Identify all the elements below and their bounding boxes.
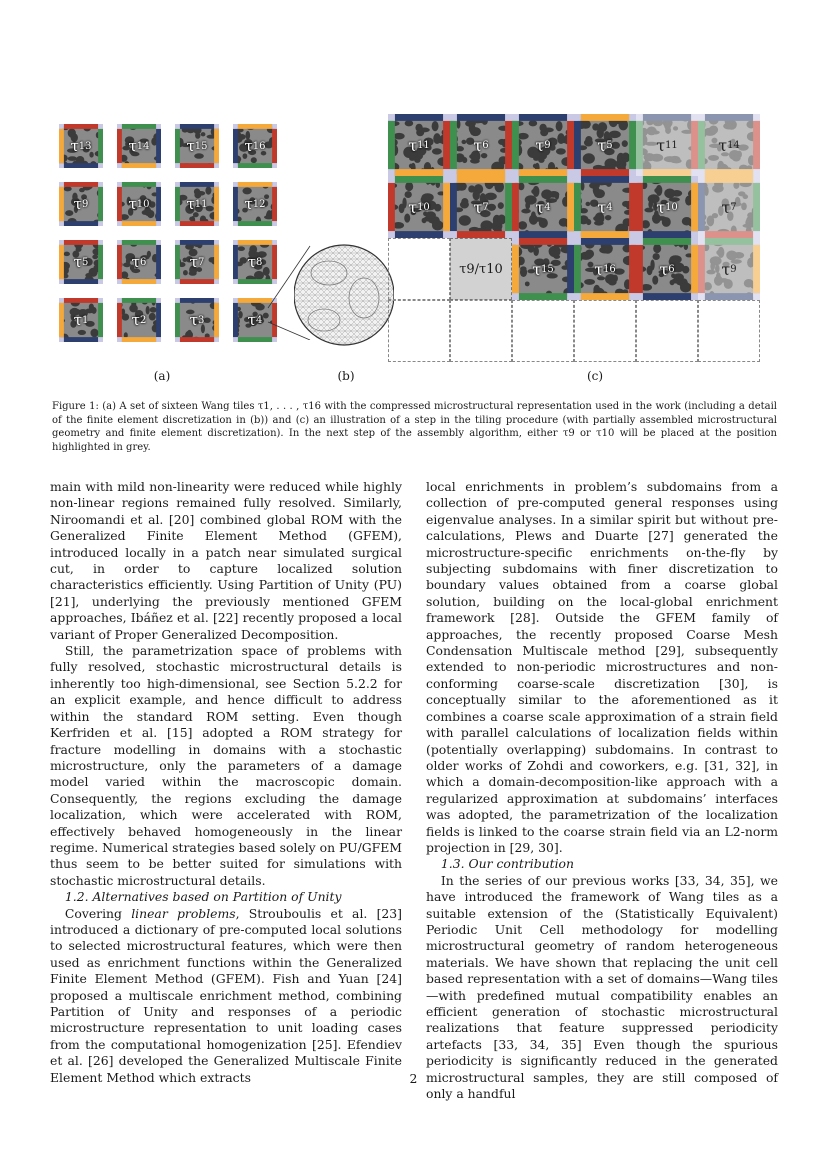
tile-label: τ 10 [656,197,678,217]
tile-label: τ 14 [718,135,740,155]
tile-label: τ 6 [131,253,147,271]
tile-label: τ 16 [594,259,616,279]
wang-tile [59,240,103,284]
tile-label: τ 2 [131,311,147,329]
paragraph: In the series of our previous works [33, 34, 35], we have introduced the framework of Wang tiles as a suitable extension of the (Statistically Equivalent) Periodic Unit Cell methodology for modelling microstructural geometry of random heterogeneous materials. We have shown that replacing the unit cell based representation with a set of domains—Wang tiles—with predefined mutual compatibility enables an efficient generation of stochastic microstructural realizations that feature suppressed periodicity artefacts [33, 34, 35] Even though the spurious periodicity is significantly reduced in the generated microstructural samples, they are still composed of only a handful [426,872,778,1102]
tile-label: τ 10 [408,197,430,217]
empty-slot [512,300,574,362]
empty-slot [698,300,760,362]
wang-tile [117,182,161,226]
grid-tile [698,114,760,176]
left-column [50,479,402,1086]
wang-tile [175,182,219,226]
tile-label: τ 11 [656,135,678,155]
tile-label: τ 7 [189,253,205,271]
empty-slot [636,300,698,362]
tile-label: τ 9 [721,259,737,279]
wang-tile [59,298,103,342]
paragraph: local enrichments in problem’s subdomains from a collection of pre-computed general responses using eigenvalue analyses. In a similar spirit but without pre-calculations, Plews and Duarte [27] generated the microstructure-specific enrichments on-the-fly by subjecting subdomains with finer discretization to boundary values obtained from a coarse global solution, building on the local-global enrichment framework [28]. Outside the GFEM family of approaches, the recently proposed Coarse Mesh Condensation Multiscale method [29], subsequently extended to non-periodic microstructures and non-conforming coarse-scale discretization [30], is conceptually similar to the aforementioned as it combines a coarse scale approximation of a strain field with parallel calculations of localization fields within (potentially overlapping) subdomains. In contrast to older works of Zohdi and coworkers, e.g. [31, 32], in which a domain-decomposition-like approach with a regularized approximation at subdomains’ interfaces was adopted, the parametrization of the localization fields is linked to the coarse strain field via an L2-norm projection in [29, 30]. [426,479,778,855]
empty-slot [574,300,636,362]
paragraph: main with mild non-linearity were reduced while highly non-linear regions remained fully resolved. Similarly, Niroomandi et al. [20] combined global ROM with the Generalized Finite Element Method (GFEM), introduced locally in a patch near simulated surgical cut, in order to capture localized solution characteristics efficiently. Using Partition of Unity (PU) [21], underlying the previously mentioned GFEM approaches, Ibáñez et al. [22] recently proposed a local variant of Proper Generalized Decomposition. [50,479,402,642]
grey-slot: τ9/τ10 [450,238,512,300]
tile-label: τ 5 [597,135,613,155]
subfigure-label-c: (c) [586,369,604,383]
wang-tile [233,124,277,168]
tile-label: τ 4 [535,197,551,217]
tile-label: τ 3 [189,311,205,329]
grid-tile [574,114,636,176]
tile-label: τ 6 [659,259,675,279]
grid-tile [512,238,574,300]
grid-tile [636,176,698,238]
tile-label: τ 4 [597,197,613,217]
grid-tile [636,114,698,176]
grid-tile [450,176,512,238]
wang-tile [175,298,219,342]
grid-tile [698,176,760,238]
figure-1 [0,0,827,390]
tile-label: τ 12 [244,195,266,213]
grid-tile [450,114,512,176]
tile-label: τ 9 [535,135,551,155]
wang-tile [59,124,103,168]
grid-tile [512,176,574,238]
detail-connector-lines [250,240,330,340]
wang-tile [117,298,161,342]
wang-tile [233,182,277,226]
tile-label: τ 7 [721,197,737,217]
section-heading: 1.3. Our contribution [440,856,574,872]
tile-label: τ 5 [73,253,89,271]
tile-label: τ 11 [408,135,430,155]
tile-label: τ 10 [128,195,150,213]
wang-tile [117,124,161,168]
grid-tile [574,176,636,238]
grid-tile [388,176,450,238]
wang-tile [175,240,219,284]
tile-label: τ 1 [73,311,89,329]
page-number: 2 [409,1071,418,1086]
tile-label: τ 16 [244,137,266,155]
subfigure-label-a: (a) [153,369,171,383]
right-column [426,479,778,1102]
grid-tile [636,238,698,300]
tile-label: τ 9 [73,195,89,213]
tile-label: τ 4 [247,311,263,329]
wang-tile [117,240,161,284]
grid-tile [388,114,450,176]
paragraph: Still, the parametrization space of problems with fully resolved, stochastic microstructural details is inherently too high-dimensional, see Section 5.2.2 for an explicit example, and hence difficult to address within the standard ROM setting. Even though Kerfriden et al. [15] adopted a ROM strategy for fracture modelling in domains with a stochastic microstructure, only the parameters of a damage model varied within the macroscopic domain. Consequently, the regions excluding the damage localization, which were accelerated with ROM, effectively behaved homogeneously in the linear regime. Numerical strategies based solely on PU/GFEM thus seem to be better suited for simulations with stochastic microstructural details. [50,643,402,888]
tile-label: τ 6 [473,135,489,155]
empty-slot [450,300,512,362]
tile-label: τ 14 [128,137,150,155]
section-heading: 1.2. Alternatives based on Partition of Unity [64,889,342,905]
wang-tile [59,182,103,226]
tile-label: τ 11 [186,195,208,213]
tile-label: τ 15 [186,137,208,155]
tile-label: τ 15 [532,259,554,279]
tile-label: τ 7 [473,197,489,217]
tile-label: τ 13 [70,137,92,155]
wang-tile [175,124,219,168]
grid-tile [512,114,574,176]
paragraph: Covering linear problems, Strouboulis et al. [23] introduced a dictionary of pre-computed local solutions to selected microstructural features, which were then used as enrichment functions within the Generalized Finite Element Method (GFEM). Fish and Yuan [24] proposed a multiscale enrichment method, combining Partition of Unity and responses of a periodic microstructure representation to unit loading cases from the computational homogenization [25]. Efendiev et al. [26] developed the Generalized Multiscale Finite Element Method which extracts [50,905,403,1085]
figure-caption: Figure 1: (a) A set of sixteen Wang tiles τ1, . . . , τ16 with the compressed microstructural representation used in the work (including a detail of the finite element discretization in (b)) and (c) an illustration of a step in the tiling procedure (with partially assembled microstructural geometry and finite element discretization). In the next step of the assembly algorithm, either τ9 or τ10 will be placed at the position highlighted in grey. [52,401,777,453]
empty-slot [388,300,450,362]
subfigure-label-b: (b) [337,369,355,383]
tile-label: τ 8 [247,253,263,271]
grid-tile [698,238,760,300]
empty-slot [388,238,450,300]
grid-tile [574,238,636,300]
